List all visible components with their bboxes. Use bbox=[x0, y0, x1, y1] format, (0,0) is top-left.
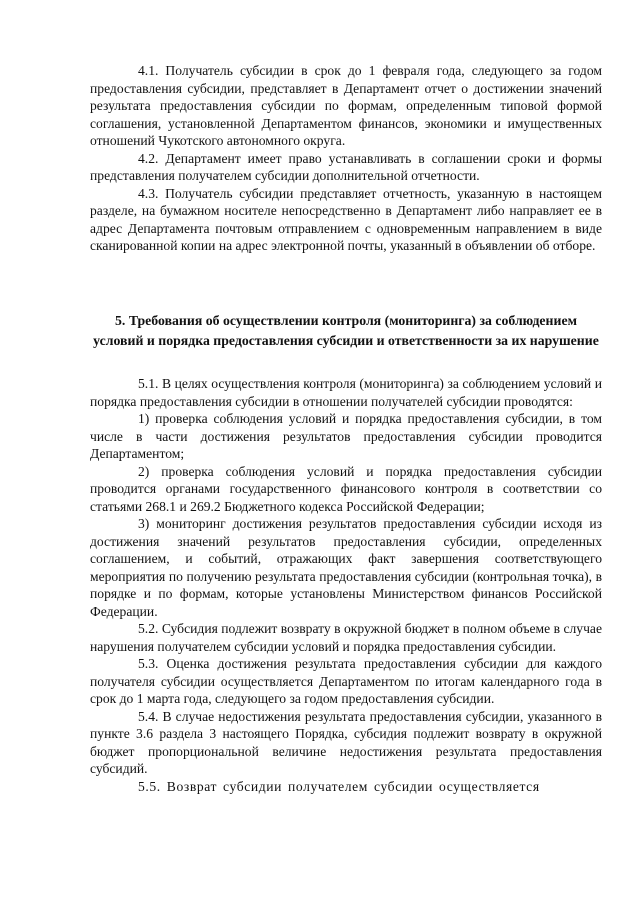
section-4-text bbox=[90, 62, 602, 255]
list-item-2: 2) проверка соблюдения условий и порядка предоставления субсидии проводится органами государственного финансового контроля в соответствии со статьями 268.1 и 269.2 Бюджетного кодекса Российской Федерации; bbox=[90, 463, 602, 514]
paragraph-5-1: 5.1. В целях осуществления контроля (мониторинга) за соблюдением условий и порядка предоставления субсидии в отношении получателей субсидии проводятся: bbox=[90, 376, 602, 409]
paragraph-4-2: 4.2. Департамент имеет право устанавливать в соглашении сроки и формы представления получателем субсидии дополнительной отчетности. bbox=[90, 150, 602, 183]
paragraph-4-1: 4.1. Получатель субсидии в срок до 1 февраля года, следующего за годом предоставления субсидии, представляет в Департамент отчет о достижении значений результата предоставления субсидии по формам, определенным типовой формой соглашения, установленной Департаментом финансов, экономики и имущественных отношений Чукотского автономного округа. bbox=[90, 63, 602, 148]
paragraph-5-2: 5.2. Субсидия подлежит возврату в окружной бюджет в полном объеме в случае нарушения получателем субсидии условий и порядка предоставления субсидии. bbox=[90, 621, 602, 654]
section-5-heading: 5. Требования об осуществлении контроля (мониторинга) за соблюдением условий и порядка предоставления субсидии и ответственности за их нарушение bbox=[93, 313, 599, 348]
paragraph-5-5: 5.5. Возврат субсидии получателем субсидии осуществляется bbox=[138, 778, 540, 794]
list-item-1: 1) проверка соблюдения условий и порядка предоставления субсидии, в том числе в части достижения результатов предоставления субсидии проводится Департаментом; bbox=[90, 411, 602, 461]
list-item-3: 3) мониторинг достижения результатов предоставления субсидии исходя из достижения значений результатов предоставления субсидии, определенных соглашением, и событий, отражающих факт завершения соответствующего мероприятия по получению результата предоставления субсидии (контрольная точка), в порядке и по формам, которые установлены Министерством финансов Российской Федерации. bbox=[90, 516, 602, 619]
paragraph-5-4: 5.4. В случае недостижения результата предоставления субсидии, указанного в пункте 3.6 раздела 3 настоящего Порядка, субсидия подлежит возврату в окружной бюджет пропорциональной величине недостижения результата предоставления субсидий. bbox=[90, 708, 602, 776]
section-5-text bbox=[90, 375, 602, 795]
paragraph-5-3: 5.3. Оценка достижения результата предоставления субсидии для каждого получателя субсидии осуществляется Департаментом по итогам календарного года в срок до 1 марта года, следующего за годом предоставления субсидии. bbox=[90, 656, 602, 706]
paragraph-4-3: 4.3. Получатель субсидии представляет отчетность, указанную в настоящем разделе, на бумажном носителе непосредственно в Департамент либо направляет ее в адрес Департамента почтовым отправлением с одновременным направлением в виде сканированной копии на адрес электронной почты, указанный в объявлении об отборе. bbox=[90, 185, 602, 253]
